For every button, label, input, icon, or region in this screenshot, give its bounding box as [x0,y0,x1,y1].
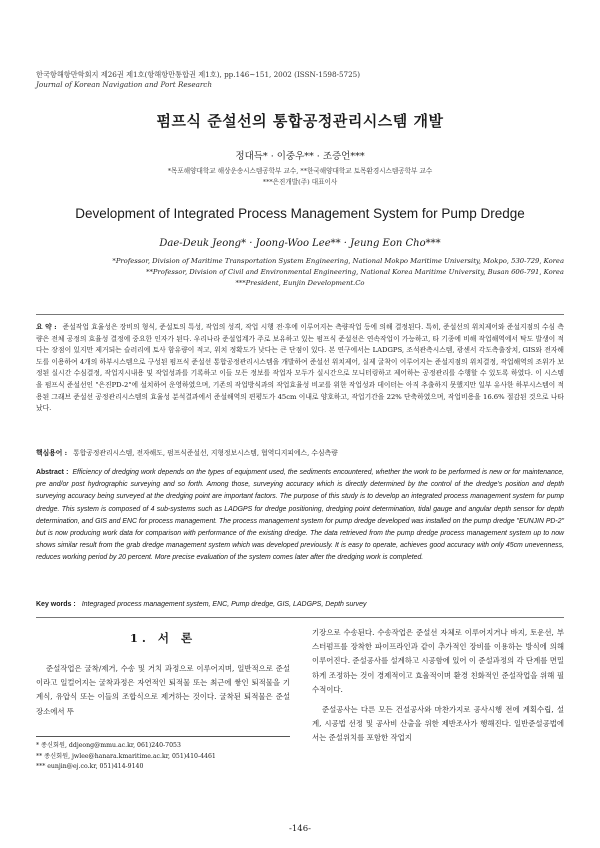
abstract-ko-text: 준설작업 효율성은 장비의 형식, 준설토의 특성, 작업의 성격, 작업 시행 전·후에 이루어지는 측량작업 등에 의해 결정된다. 특히, 준설선의 위치제어와 준설지점의 수심 측량은 전체 공정의 효율성 결정에 중요한 인자가 된다. 우리나라 준설업계가 주로 보유하고 있는 펌프식 준설선은 연속작업이 가능하고, 타 기종에 비해 작업해역에서 탁도 발생이 적다는 장점이 있지만 제거되는 슬러리에 토사 함유량이 적고, 위치 정확도가 낮다는 큰 단점이 있다. 본 연구에서는 LADGPS, 조석관측시스템, 광센서 각도측출장치, GIS와 전자해도를 이용하여 4개의 하부시스템으로 구성된 펌프식 준설선 통합공정관리시스템을 개발하여 준설선 위치제어, 실제 굴착이 이루어지는 준설지점의 위치결정, 작업해역의 조위가 보정된 실시간 수심결정, 작업지시내용 및 작업성과를 기록하고 이들 모든 정보를 작업자 모두가 실시간으로 모니터링하고 제어하는 공정관리를 수행할 수 있도록 하였다. 이 시스템을 펌프식 준설선인 "은진PD-2"에 설치하여 운영하였으며, 기존의 작업방식과의 작업효율성 비교를 위한 작업성과 데이터는 아직 추출하지 못했지만 일부 유사한 하부시스템이 적용된 그래브 준설선 공정관리시스템의 효율성 분석결과에서 준설해역의 편평도가 45cm 이내로 양호하고, 작업기간을 22% 단축하였으며, 작업비용을 16.6% 절감된 것으로 나타났다. [36,323,564,413]
authors-korean: 정대득* · 이중우** · 조증언*** [235,151,365,162]
affiliation-ko-1: *목포해양대학교 해상운송시스템공학부 교수, **한국해양대학교 토목환경시스템공학부 교수 [167,167,433,175]
footnote-2: ** 종신회원, jwlee@hanara.kmaritime.ac.kr, 051)410-4461 [36,752,216,760]
journal-citation-ko: 한국항해항만학회지 제26권 제1호(항해항만통합권 제1호), pp.146~151, 2002 (ISSN-1598-5725) [36,70,361,79]
title-english: Development of Integrated Process Management System for Pump Dredge [75,206,525,221]
affiliations-korean [0,166,600,188]
abstract-korean [36,322,564,415]
intro-paragraph-right-2: 준설공사는 다른 모든 건설공사와 마찬가지로 공사시행 전에 계획수립, 설계, 시공법 선정 및 공사비 산출을 위한 제반조사가 행해진다. 일반준설공법에서는 준설위치를 포함한 작업지 [312,705,564,743]
keywords-ko-text: 통합공정관리시스템, 전자해도, 펌프식준설선, 지형정보시스템, 협역디지피에스, 수심측량 [73,449,338,457]
column-left [36,620,290,725]
keywords-english [36,601,564,608]
abstract-english [36,467,564,565]
abstract-en-text: Efficiency of dredging work depends on the types of equipment used, the sediments encountered, whether the work to be performed is new or for maintenance, pre and/or post hydrographic surveying and so forth. Among those, surveying accuracy which is directly determined by the control of the dredge's position and depth surveying accuracy being surveyed at the dredging point are important factors. The purpose of this study is to develop an integrated process management system for pump dredge. This system is composed of 4 sub-systems such as LADGPS for dredge positioning, dredging point determination, tidal gauge and angular depth sensor for depth determination, and GIS and ENC for process management. The process management system for pump dredge developed was installed on the pump dredge "EUNJIN PD-2" but is now producing work data for comparison with performance of the existing dredge. The data retrieved from the pump dredge process management system up to now shows similar result from the grab dredge management system which was developed previously. It is easy to operate, achieves good accuracy with only 45cm unevenness, reduces working period by 20 percent. More precise evaluation of the system comes later after the dredging work is completed. [36,469,564,562]
divider-top [36,314,564,315]
intro-paragraph-left: 준설작업은 굴착/제거, 수송 및 거치 과정으로 이루어지며, 일반적으로 준설이라고 일컬어지는 굴착과정은 자연적인 퇴적물 또는 최근에 쌓인 퇴적물을 기계식, 유압식 또는 이들의 조합식으로 제거하는 것이다. 굴착된 퇴적물은 준설장소에서 뚜 [36,664,290,716]
affiliations-english [36,256,564,289]
keywords-ko-label: 핵심용어 : [36,449,68,457]
title-korean: 펌프식 준설선의 통합공정관리시스템 개발 [156,112,444,130]
page-number: -146- [289,824,311,834]
authors-english: Dae-Deuk Jeong* · Joong-Woo Lee** · Jeung Eon Cho*** [159,238,441,249]
keywords-en-text: Integraged process management system, ENC, Pump dredge, GIS, LADGPS, Depth survey [81,601,367,608]
divider-bottom [36,617,564,618]
abstract-ko-label: 요 약 : [36,323,57,331]
footnote-3: *** eunjin@ej.co.kr, 051)414-9140 [36,763,144,770]
abstract-en-label: Abstract : [36,469,69,476]
affiliation-en-2: **Professor, Division of Civil and Environmental Engineering, National Korea Maritime University, Busan 606-791, Korea [146,268,564,276]
keywords-korean [36,447,564,457]
intro-paragraph-right-1: 기장으로 수송된다. 수송작업은 준설선 자체로 이루어지거나 바지, 토운선, 부스터펌프를 장착한 파이프라인과 같이 추가적인 장비를 이용하는 방식에 의해 이루어진다. 준설공사를 설계하고 시공함에 있어 이 준설과정의 각 단계를 면밀하게 조정하는 것이 경제적이고 효율적이며 환경 친화적인 준설작업을 위해 필수적이다. [312,628,564,694]
journal-name-en: Journal of Korean Navigation and Port Research [36,80,212,89]
affiliation-en-1: *Professor, Division of Maritime Transportation System Engineering, National Mokpo Maritime University, Mokpo, 530-729, Korea [112,257,564,265]
column-right [312,626,564,752]
journal-header [36,70,360,90]
affiliation-en-3: ***President, Eunjin Development.Co [235,279,365,287]
section-heading-introduction: 1. 서 론 [129,631,197,645]
keywords-en-label: Key words : [36,601,76,608]
affiliation-ko-2: ***은진개발(주) 대표이사 [262,178,338,186]
footnotes [36,736,290,773]
footnote-1: * 종신회원, ddjeong@mmu.ac.kr, 061)240-7053 [36,742,181,749]
